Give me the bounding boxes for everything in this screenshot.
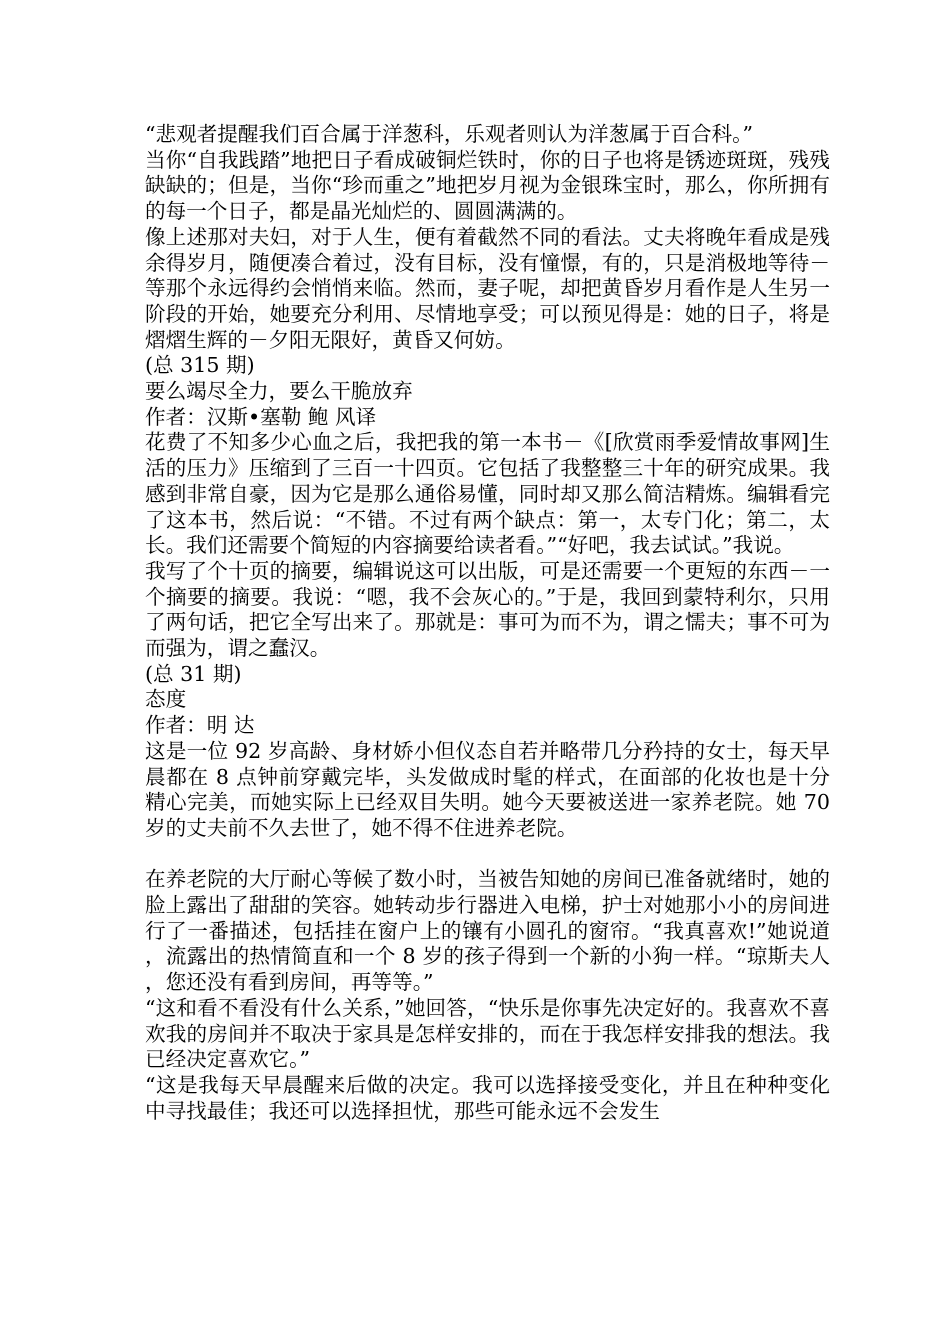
paragraph-summary-of-summary: 我写了个十页的摘要，编辑说这可以出版，可是还需要一个更短的东西－一个摘要的摘要。我说：“嗯，我不会灰心的。”于是，我回到蒙特利尔，只用了两句话，把它全写出来了。那就是：事可为而不为，谓之懦夫；事不可为而强为，谓之蠢汉。 [145, 558, 830, 661]
paragraph-nursing-home-lobby: 在养老院的大厅耐心等候了数小时，当被告知她的房间已准备就绪时，她的脸上露出了甜甜的笑容。她转动步行器进入电梯，护士对她那小小的房间进行了一番描述，包括挂在窗户上的镶有小圆孔的窗帘。“我真喜欢!”她说道，流露出的热情简直和一个 8 岁的孩子得到一个新的小狗一样。“琼斯夫人，您还没有看到房间，再等等。” [145, 867, 830, 995]
article-title-all-or-nothing: 要么竭尽全力，要么干脆放弃 [145, 379, 413, 404]
paragraph-happiness-decided: “这和看不看没有什么关系，”她回答，“快乐是你事先决定好的。我喜欢不喜欢我的房间并不取决于家具是怎样安排的，而在于我怎样安排我的想法。我已经决定喜欢它。” [145, 995, 830, 1072]
paragraph-days-value: 当你“自我践踏”地把日子看成破铜烂铁时，你的日子也将是锈迹斑斑，残残缺缺的；但是，当你“珍而重之”地把岁月视为金银珠宝时，那么，你所拥有的每一个日子，都是晶光灿烂的、圆圆满满的。 [145, 147, 830, 224]
article-author-hans-selye: 作者：汉斯•塞勒 鲍 风译 [145, 404, 377, 429]
paragraph-couple-views: 像上述那对夫妇，对于人生，便有着截然不同的看法。丈夫将晚年看成是残余得岁月，随便凑合着过，没有目标，没有憧憬，有的，只是消极地等待－等那个永远得约会悄悄来临。然而，妻子呢，却把黄昏岁月看作是人生另一阶段的开始，她要充分利用、尽情地享受；可以预见得是：她的日子，将是熠熠生辉的－夕阳无限好，黄昏又何妨。 [145, 224, 830, 352]
blank-line [145, 842, 830, 868]
paragraph-onion-quote: “悲观者提醒我们百合属于洋葱科，乐观者则认为洋葱属于百合科。” [145, 122, 753, 146]
article-title-attitude: 态度 [145, 687, 187, 712]
article-author-ming-da: 作者：明 达 [145, 713, 255, 738]
document-page [145, 122, 830, 1124]
paragraph-morning-decision: “这是我每天早晨醒来后做的决定。我可以选择接受变化，并且在种种变化中寻找最佳；我还可以选择担忧，那些可能永远不会发生 [145, 1073, 830, 1123]
issue-number-31: (总 31 期) [145, 661, 242, 686]
paragraph-book-summary: 花费了不知多少心血之后，我把我的第一本书－《[欣赏雨季爱情故事网]生活的压力》压缩到了三百一十四页。它包括了我整整三十年的研究成果。我感到非常自豪，因为它是那么通俗易懂，同时却又那么简洁精炼。编辑看完了这本书，然后说：“不错。不过有两个缺点：第一，太专门化；第二，太长。我们还需要个简短的内容摘要给读者看。”“好吧，我去试试。”我说。 [145, 430, 830, 558]
issue-number-315: (总 315 期) [145, 353, 255, 378]
paragraph-elderly-lady: 这是一位 92 岁高龄、身材娇小但仪态自若并略带几分矜持的女士，每天早晨都在 8 点钟前穿戴完毕，头发做成时髦的样式，在面部的化妆也是十分精心完美，而她实际上已经双目失明。她今天要被送进一家养老院。她 70 岁的丈夫前不久去世了，她不得不住进养老院。 [145, 738, 830, 840]
